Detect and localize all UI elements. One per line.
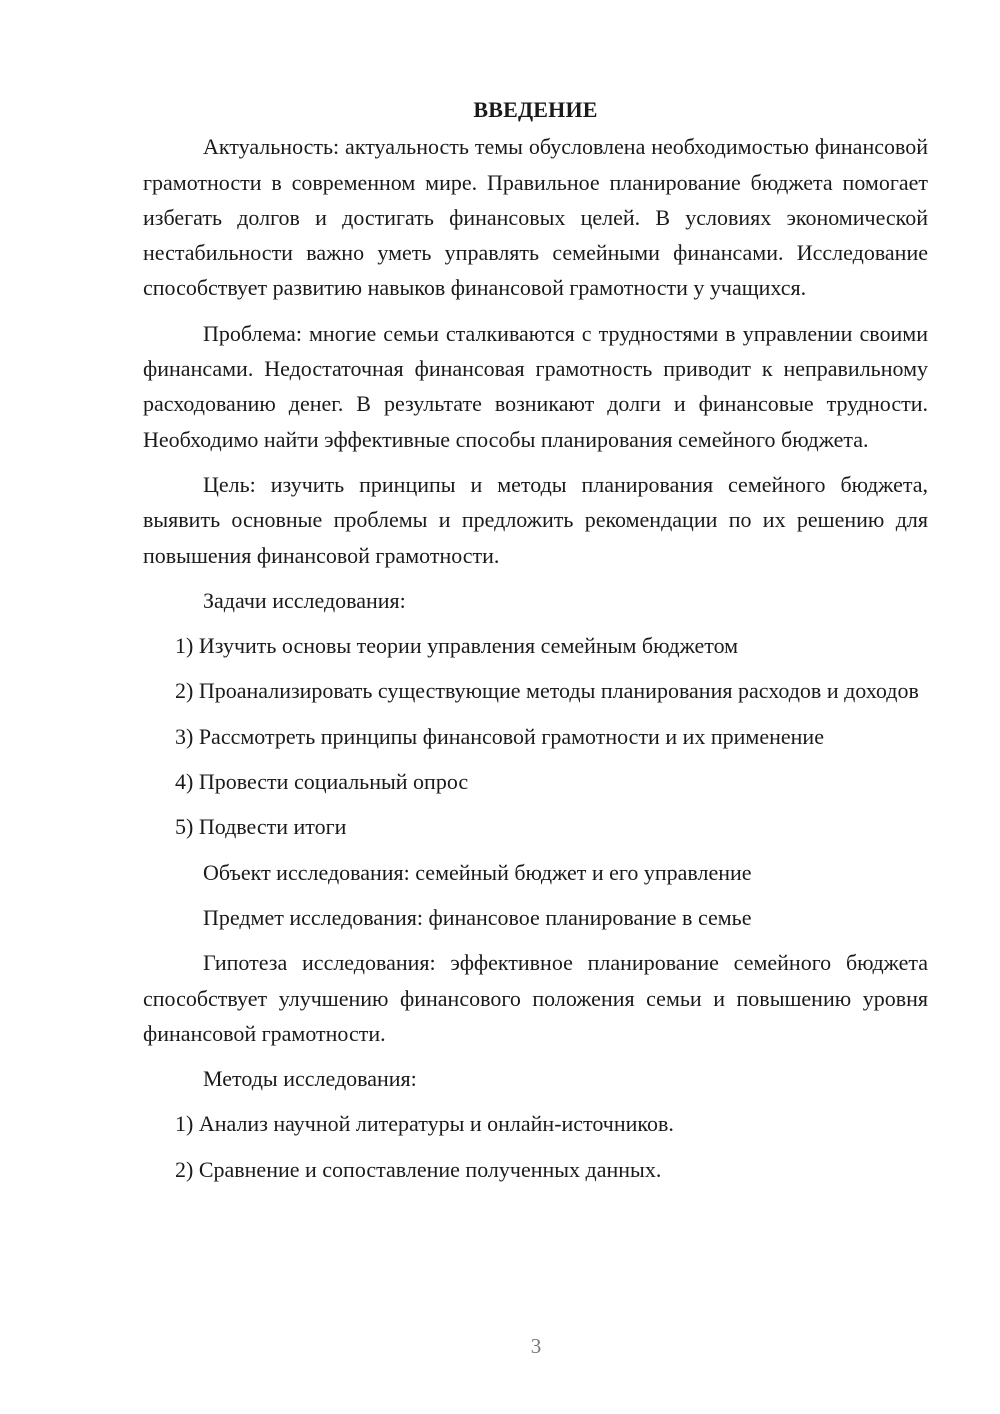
- method-list-item: 2) Сравнение и сопоставление полученных данных.: [175, 1156, 662, 1182]
- task-list-item: 1) Изучить основы теории управления семейным бюджетом: [175, 633, 739, 659]
- page-title: ВВЕДЕНИЕ: [473, 97, 598, 122]
- method-list-item: 1) Анализ научной литературы и онлайн-источников.: [175, 1111, 674, 1137]
- goal-paragraph: Цель: изучить принципы и методы планирования семейного бюджета, выявить основные проблемы и предложить рекомендации по их решению для повышения финансовой грамотности.: [143, 471, 928, 568]
- subject-paragraph: Предмет исследования: финансовое планирование в семье: [203, 904, 752, 930]
- task-list-item: 4) Провести социальный опрос: [175, 769, 469, 795]
- page-content: [143, 92, 928, 1197]
- relevance-paragraph: Актуальность: актуальность темы обусловлена необходимостью финансовой грамотности в современном мире. Правильное планирование бюджета помогает избегать долгов и достигать финансовых целей. В условиях экономической нестабильности важно уметь управлять семейными финансами. Исследование способствует развитию навыков финансовой грамотности у учащихся.: [143, 134, 928, 301]
- tasks-heading: Задачи исследования:: [203, 587, 406, 613]
- problem-paragraph: Проблема: многие семьи сталкиваются с трудностями в управлении своими финансами. Недостаточная финансовая грамотность приводит к неправильному расходованию денег. В результате возникают долги и финансовые трудности. Необходимо найти эффективные способы планирования семейного бюджета.: [143, 320, 928, 452]
- methods-heading: Методы исследования:: [203, 1066, 417, 1092]
- task-list-item: 2) Проанализировать существующие методы планирования расходов и доходов: [175, 678, 919, 704]
- task-list-item: 5) Подвести итоги: [175, 814, 347, 840]
- task-list-item: 3) Рассмотреть принципы финансовой грамотности и их применение: [175, 723, 824, 749]
- object-paragraph: Объект исследования: семейный бюджет и его управление: [203, 859, 752, 885]
- page-number: 3: [530, 1334, 542, 1358]
- hypothesis-paragraph: Гипотеза исследования: эффективное планирование семейного бюджета способствует улучшению финансового положения семьи и повышению уровня финансовой грамотности.: [143, 950, 928, 1046]
